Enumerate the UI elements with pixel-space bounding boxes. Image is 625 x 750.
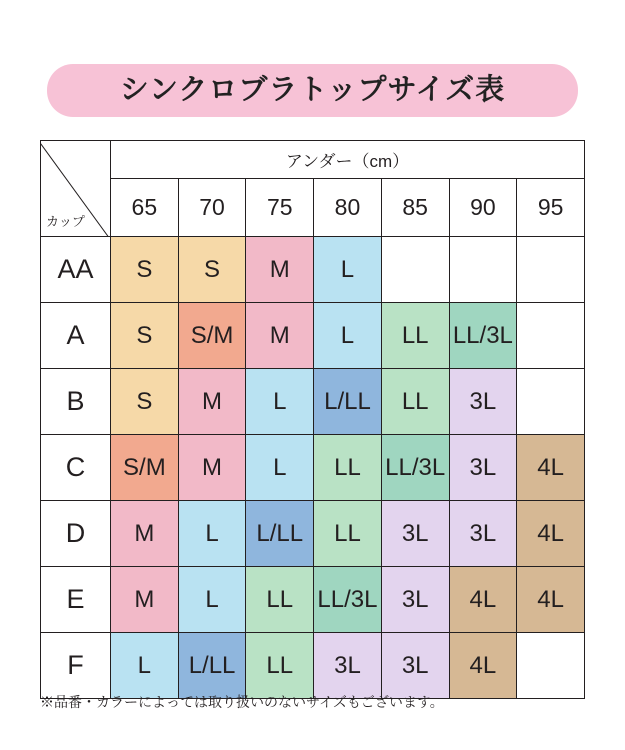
size-table-wrapper: [40, 140, 585, 699]
size-cell-AA-80: L: [314, 237, 382, 303]
size-cell-A-75: M: [246, 303, 314, 369]
size-cell-AA-65: S: [111, 237, 179, 303]
size-cell-B-80: L/LL: [314, 369, 382, 435]
size-cell-C-75: L: [246, 435, 314, 501]
size-cell-F-65: L: [111, 633, 179, 699]
size-cell-B-75: L: [246, 369, 314, 435]
size-cell-AA-85: [381, 237, 449, 303]
row-header-D: D: [41, 501, 111, 567]
size-cell-F-70: L/LL: [178, 633, 246, 699]
row-header-E: E: [41, 567, 111, 633]
row-header-F: F: [41, 633, 111, 699]
size-cell-AA-90: [449, 237, 517, 303]
size-cell-F-80: 3L: [314, 633, 382, 699]
row-header-C: C: [41, 435, 111, 501]
size-cell-A-80: L: [314, 303, 382, 369]
size-cell-A-85: LL: [381, 303, 449, 369]
corner-cell: [41, 141, 111, 237]
size-cell-A-95: [517, 303, 585, 369]
column-header-80: 80: [314, 179, 382, 237]
size-cell-D-85: 3L: [381, 501, 449, 567]
row-header-AA: AA: [41, 237, 111, 303]
table-header-row-sizes: [41, 179, 585, 237]
column-header-75: 75: [246, 179, 314, 237]
size-cell-D-95: 4L: [517, 501, 585, 567]
title-banner: [47, 64, 578, 117]
size-cell-D-65: M: [111, 501, 179, 567]
table-row: [41, 303, 585, 369]
column-header-85: 85: [381, 179, 449, 237]
size-cell-A-65: S: [111, 303, 179, 369]
table-row: [41, 369, 585, 435]
size-cell-E-75: LL: [246, 567, 314, 633]
footnote-text: ※品番・カラーによっては取り扱いのないサイズもございます。: [40, 694, 444, 710]
size-cell-D-70: L: [178, 501, 246, 567]
table-row: [41, 633, 585, 699]
size-table: [40, 140, 585, 699]
size-cell-C-95: 4L: [517, 435, 585, 501]
size-cell-B-90: 3L: [449, 369, 517, 435]
column-header-90: 90: [449, 179, 517, 237]
size-cell-B-85: LL: [381, 369, 449, 435]
size-cell-B-70: M: [178, 369, 246, 435]
table-row: [41, 567, 585, 633]
size-cell-E-90: 4L: [449, 567, 517, 633]
size-cell-E-65: M: [111, 567, 179, 633]
row-header-A: A: [41, 303, 111, 369]
row-header-B: B: [41, 369, 111, 435]
size-cell-C-90: 3L: [449, 435, 517, 501]
table-row: [41, 237, 585, 303]
size-cell-B-65: S: [111, 369, 179, 435]
size-cell-F-90: 4L: [449, 633, 517, 699]
size-cell-F-95: [517, 633, 585, 699]
size-cell-E-95: 4L: [517, 567, 585, 633]
size-cell-E-85: 3L: [381, 567, 449, 633]
size-cell-B-95: [517, 369, 585, 435]
page-title: シンクロブラトップサイズ表: [119, 74, 506, 106]
size-cell-AA-95: [517, 237, 585, 303]
table-header-row-under: [41, 141, 585, 179]
size-cell-C-65: S/M: [111, 435, 179, 501]
size-cell-C-85: LL/3L: [381, 435, 449, 501]
size-cell-A-90: LL/3L: [449, 303, 517, 369]
table-row: [41, 435, 585, 501]
cup-axis-label: カップ: [46, 214, 85, 229]
size-cell-C-70: M: [178, 435, 246, 501]
size-cell-AA-70: S: [178, 237, 246, 303]
column-header-95: 95: [517, 179, 585, 237]
column-header-70: 70: [178, 179, 246, 237]
size-cell-E-80: LL/3L: [314, 567, 382, 633]
size-cell-A-70: S/M: [178, 303, 246, 369]
under-axis-label: アンダー（cm）: [111, 141, 585, 179]
size-cell-D-90: 3L: [449, 501, 517, 567]
size-cell-AA-75: M: [246, 237, 314, 303]
size-cell-D-75: L/LL: [246, 501, 314, 567]
size-cell-E-70: L: [178, 567, 246, 633]
size-cell-F-85: 3L: [381, 633, 449, 699]
size-cell-F-75: LL: [246, 633, 314, 699]
table-row: [41, 501, 585, 567]
size-cell-C-80: LL: [314, 435, 382, 501]
column-header-65: 65: [111, 179, 179, 237]
size-cell-D-80: LL: [314, 501, 382, 567]
